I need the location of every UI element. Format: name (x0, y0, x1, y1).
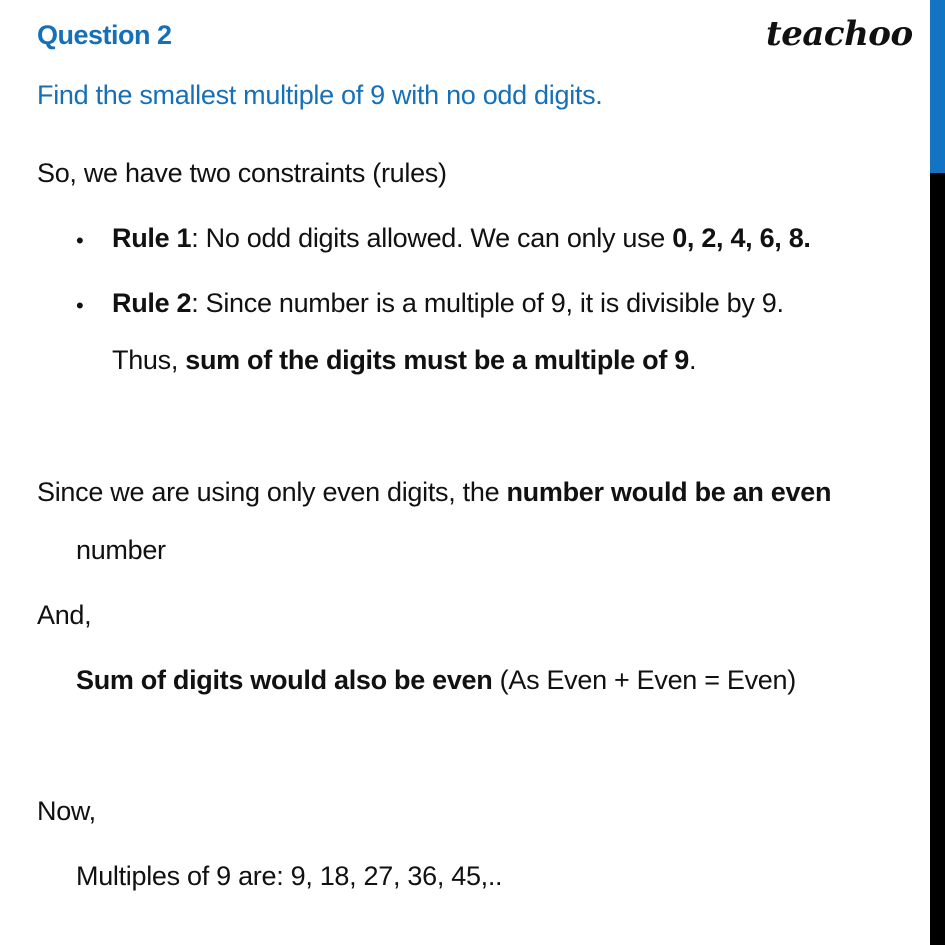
rule-2-label: Rule 2 (112, 288, 192, 318)
rule-1-text: : No odd digits allowed. We can only use (191, 223, 673, 253)
bullet-icon: • (76, 293, 84, 318)
bullet-icon: • (76, 228, 84, 253)
brand-logo: teachoo (766, 14, 913, 54)
even-para-prefix: Since we are using only even digits, the (37, 477, 507, 507)
question-label: Question 2 (37, 20, 172, 50)
sum-line-rest: (As Even + Even = Even) (492, 665, 796, 695)
side-accent-bar-black (930, 173, 945, 945)
even-paragraph (37, 477, 831, 508)
question-text: Find the smallest multiple of 9 with no odd digits. (37, 80, 603, 110)
side-accent-bar-blue (930, 0, 945, 173)
rule-2-text: : Since number is a multiple of 9, it is divisible by 9. (191, 288, 784, 318)
even-para-bold: number would be an even (506, 477, 832, 507)
rule-2-line2-prefix: Thus, (112, 345, 186, 375)
intro-text: So, we have two constraints (rules) (37, 158, 447, 188)
multiples-line: Multiples of 9 are: 9, 18, 27, 36, 45,.. (76, 861, 503, 891)
rule-2-line2-suffix: . (688, 345, 697, 375)
rule-2-line-2 (112, 345, 696, 376)
sum-line (76, 665, 796, 696)
rule-2-line2-bold: sum of the digits must be a multiple of 9 (185, 345, 689, 375)
sum-line-bold: Sum of digits would also be even (76, 665, 493, 695)
rule-2 (112, 288, 784, 319)
rule-1 (112, 223, 811, 254)
and-label: And, (37, 600, 92, 630)
now-label: Now, (37, 796, 96, 826)
rule-1-digits: 0, 2, 4, 6, 8. (672, 223, 811, 253)
even-para-continuation: number (76, 535, 166, 565)
rule-1-label: Rule 1 (112, 223, 192, 253)
